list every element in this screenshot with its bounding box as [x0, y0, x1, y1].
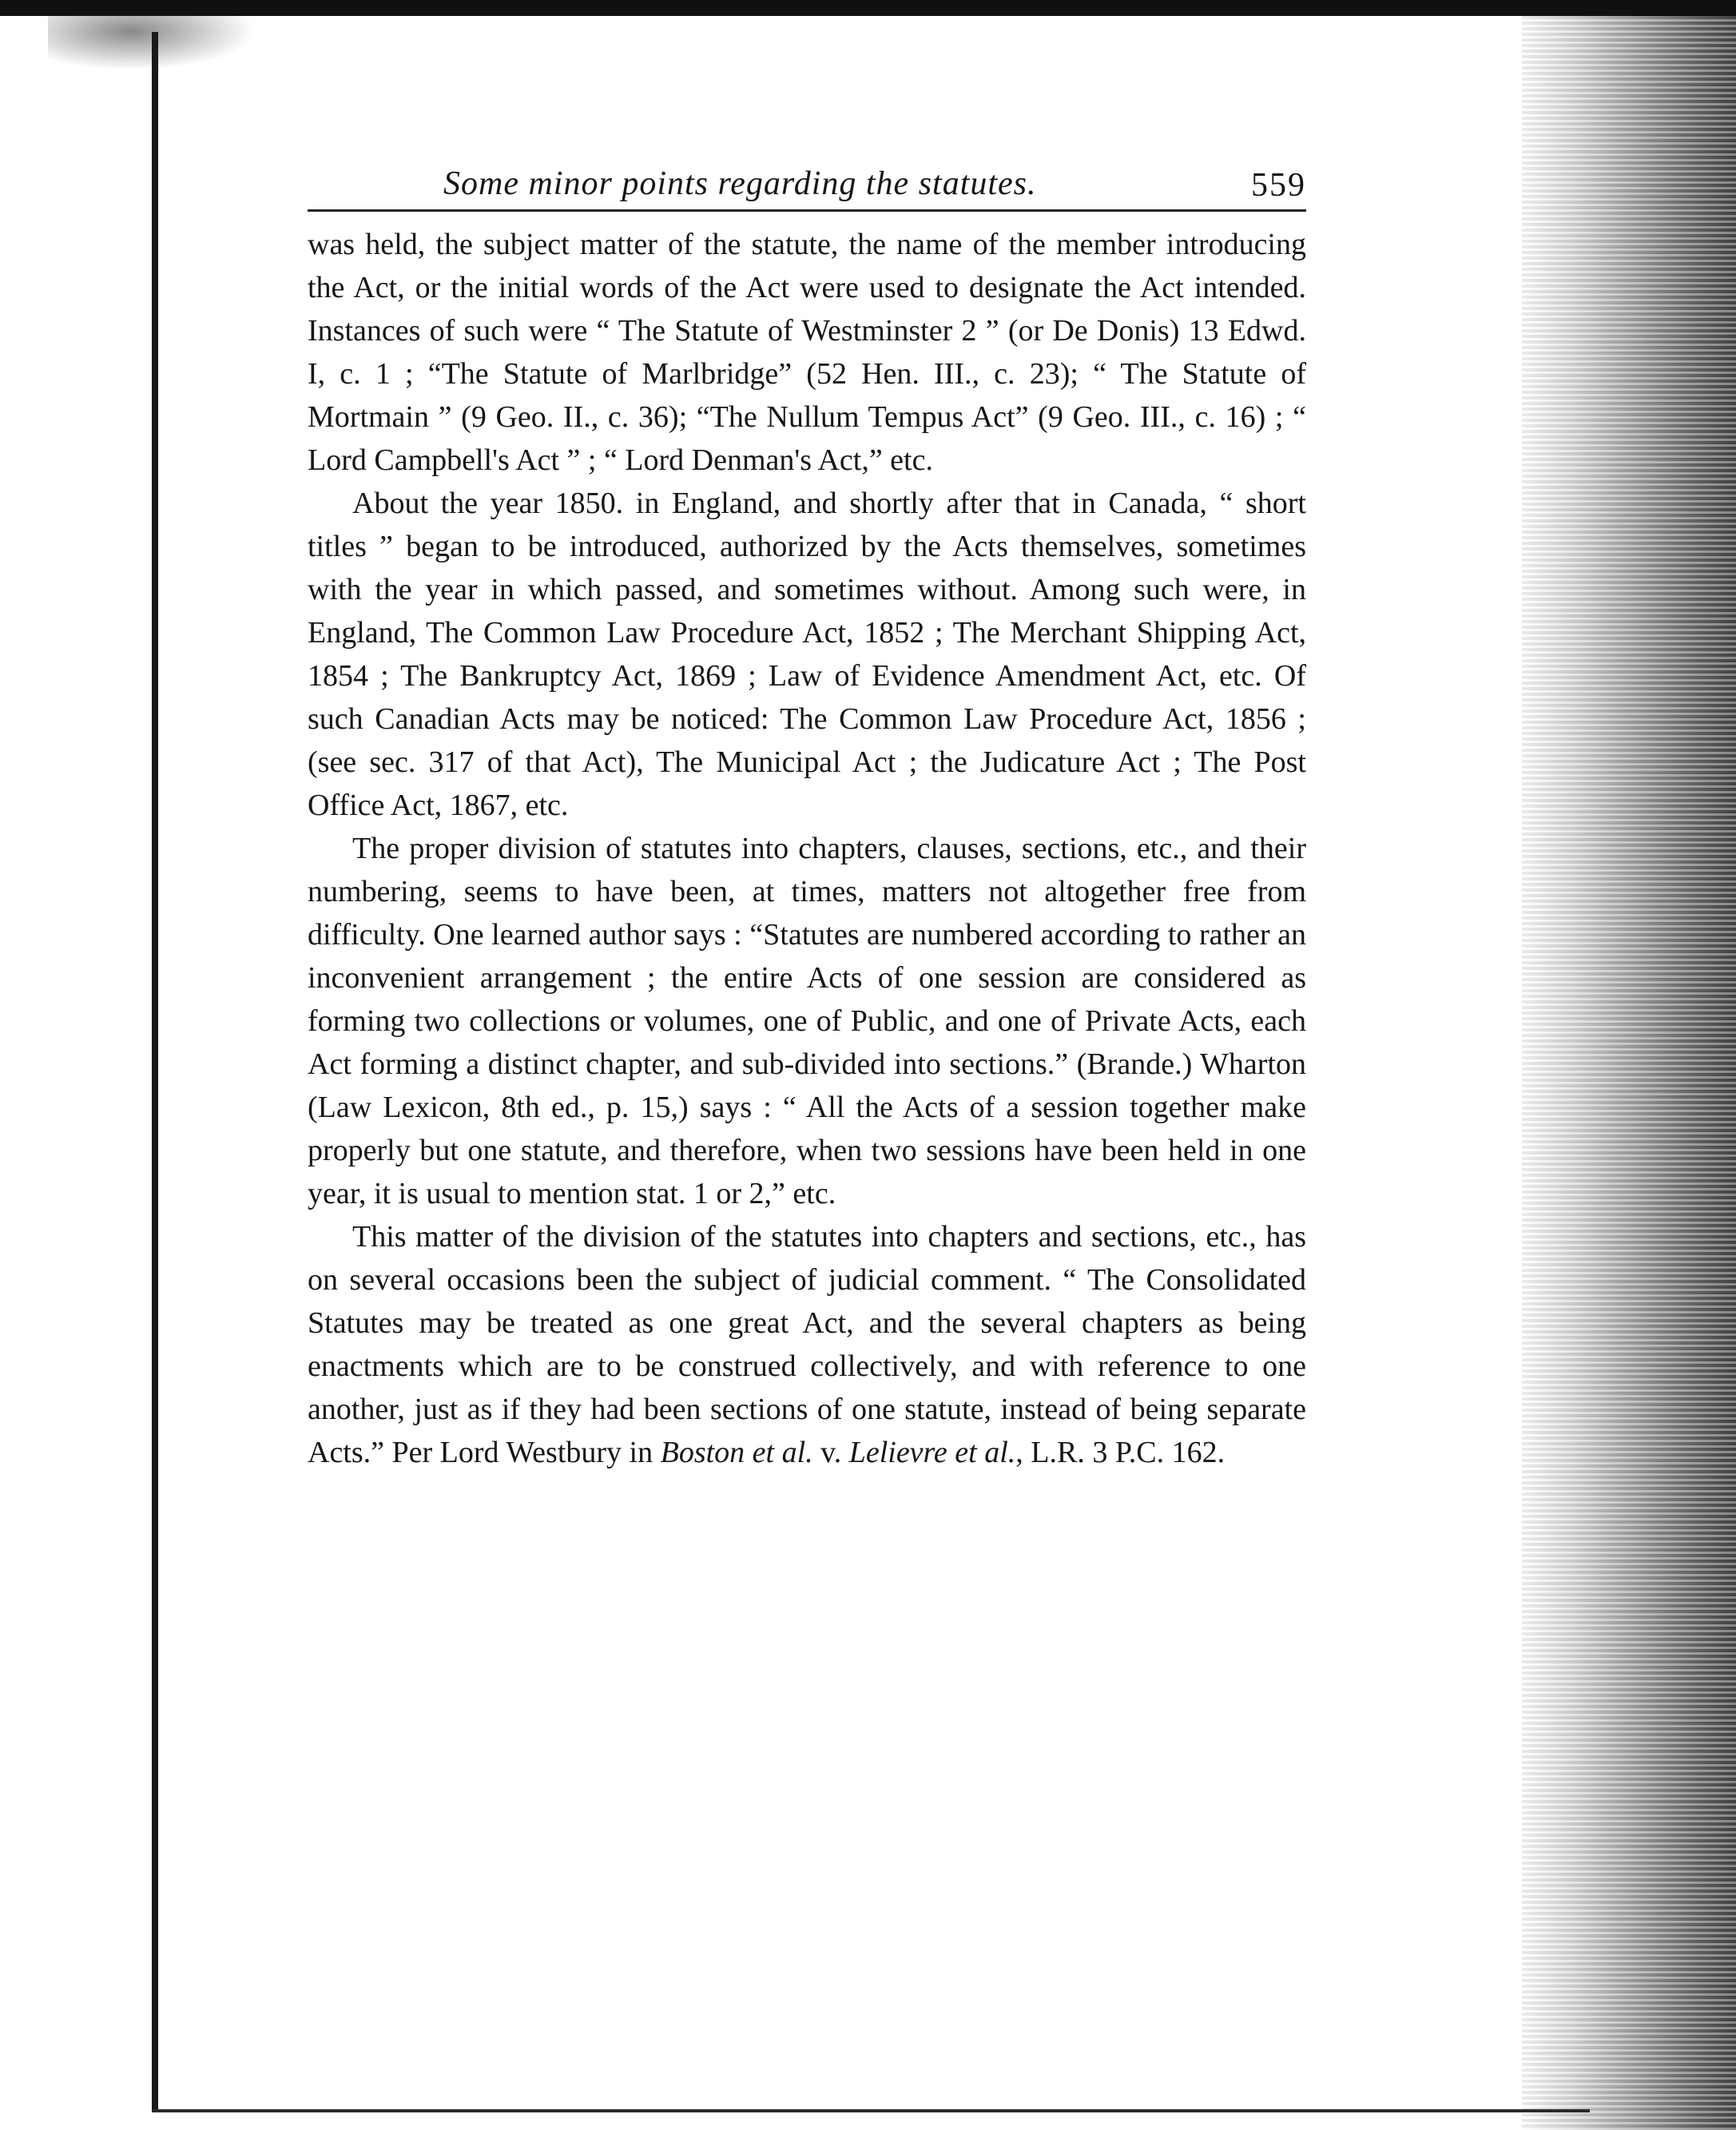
case-name-lelievre: Lelievre et al. [848, 1436, 1016, 1469]
running-head [308, 160, 1306, 212]
paragraph-judicial-comment-text: This matter of the division of the statutes into chapters and sections, etc., has on several occasions been the subject of judicial comment. “ The Consolidated Statutes may be treated as one great Act, and the several chapters as being enactments which are to be construed collectively, and with reference to one another, just as if they had been sections of one statute, instead of being separate Acts.” Per Lord Westbury in [308, 1220, 1306, 1469]
body-text [308, 223, 1306, 1474]
page-bottom-edge [152, 2109, 1590, 2112]
paragraph-short-titles: About the year 1850. in England, and shortly after that in Canada, “ short titles ” began to be introduced, authorized by the Acts themselves, sometimes with the year in which passed, and sometimes without. Among such were, in England, The Common Law Procedure Act, 1852 ; The Merchant Shipping Act, 1854 ; The Bankruptcy Act, 1869 ; Law of Evidence Amendment Act, etc. Of such Canadian Acts may be noticed: The Common Law Procedure Act, 1856 ; (see sec. 317 of that Act), The Municipal Act ; the Judicature Act ; The Post Office Act, 1867, etc. [308, 487, 1306, 822]
paragraph-judicial-comment [308, 1215, 1306, 1474]
book-gutter-shadow [1522, 16, 1736, 2130]
case-name-boston: Boston et al. [660, 1436, 813, 1469]
page-left-edge [152, 32, 158, 2109]
paragraph-continued: was held, the subject matter of the statute, the name of the member introducing the Act, or the initial words of the Act were used to designate the Act intended. Instances of such were “ The Statute of Westminster 2 ” (or De Donis) 13 Edwd. I, c. 1 ; “The Statute of Marlbridge” (52 Hen. III., c. 23); “ The Statute of Mortmain ” (9 Geo. II., c. 36); “The Nullum Tempus Act” (9 Geo. III., c. 16) ; “ Lord Campbell's Act ” ; “ Lord Denman's Act,” etc. [308, 228, 1306, 477]
paragraph-division: The proper division of statutes into chapters, clauses, sections, etc., and their numbering, seems to have been, at times, matters not altogether free from difficulty. One learned author says : “Statutes are numbered according to rather an inconvenient arrangement ; the entire Acts of one session are considered as forming two collections or volumes, one of Public, and one of Private Acts, each Act forming a distinct chapter, and sub-divided into sections.” (Brande.) Wharton (Law Lexicon, 8th ed., p. 15,) says : “ All the Acts of a session together make properly but one statute, and therefore, when two sessions have been held in one year, it is usual to mention stat. 1 or 2,” etc. [308, 832, 1306, 1210]
case-reference: , L.R. 3 P.C. 162. [1015, 1436, 1226, 1469]
running-title: Some minor points regarding the statutes. [443, 165, 1037, 202]
book-page [308, 160, 1306, 1474]
case-versus: v. [820, 1436, 842, 1469]
page-number: 559 [1251, 167, 1306, 204]
scan-top-border [0, 0, 1736, 16]
